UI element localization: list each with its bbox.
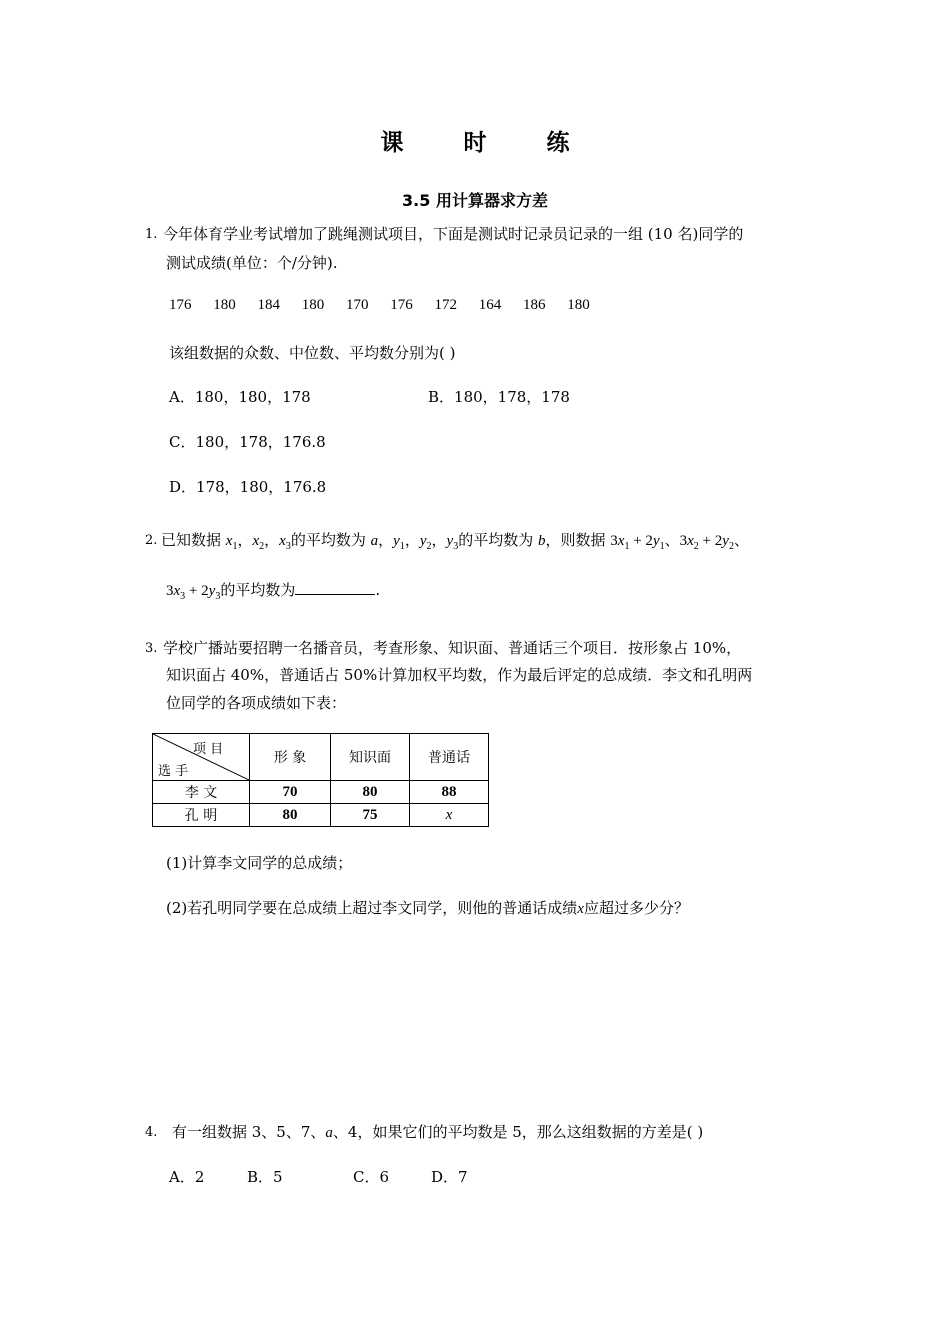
q1-data-value: 180 xyxy=(213,297,236,313)
q3-line3: 位同学的各项成绩如下表： xyxy=(166,694,347,712)
q4-option-a: A．2 xyxy=(169,1168,205,1186)
q3-number: 3. xyxy=(145,641,158,656)
comma: ， xyxy=(378,531,394,549)
table-row xyxy=(153,781,489,804)
sub-2: 2 xyxy=(259,541,265,552)
q2-text: 的平均数为 xyxy=(458,531,534,549)
sub-1: 1 xyxy=(624,541,630,552)
q1-data-value: 170 xyxy=(346,297,369,313)
q2-text: 的平均数为 xyxy=(290,531,366,549)
var-x: x xyxy=(173,583,181,599)
q3-line1: 学校广播站要招聘一名播音员，考查形象、知识面、普通话三个项目．按形象占 10%， xyxy=(163,639,742,657)
q1-number: 1. xyxy=(145,227,158,242)
header-mandarin: 普通话 xyxy=(410,734,489,781)
plus-2: + 2 xyxy=(629,533,653,549)
q1-data-value: 172 xyxy=(434,297,457,313)
comma: ， xyxy=(264,531,280,549)
cell-value: 75 xyxy=(331,804,410,827)
sub-3: 3 xyxy=(180,591,186,602)
q3-sub1: (1)计算李文同学的总成绩； xyxy=(166,854,353,872)
var-x: x xyxy=(687,533,694,549)
q3-sub2-text: (2)若孔明同学要在总成绩上超过李文同学，则他的普通话成绩 xyxy=(166,899,578,917)
sub-2: 2 xyxy=(728,541,734,552)
sub-1: 1 xyxy=(659,541,665,552)
separator: 、 xyxy=(733,531,749,549)
q1-data-value: 176 xyxy=(390,297,413,313)
sub-3: 3 xyxy=(215,591,221,602)
q1-data-value: 180 xyxy=(301,297,325,313)
var-y: y xyxy=(208,583,216,599)
q2-number: 2. xyxy=(145,533,158,548)
row-name: 李 文 xyxy=(153,781,250,804)
q1-data-value: 176 xyxy=(169,297,192,313)
page-title: 课 时 练 xyxy=(380,130,596,156)
q4-number: 4. xyxy=(145,1125,158,1140)
q2-line1 xyxy=(161,529,749,552)
q2-text: 已知数据 xyxy=(161,531,222,549)
sub-3: 3 xyxy=(453,541,459,552)
comma: ， xyxy=(431,531,447,549)
q2-text: ，则数据 xyxy=(545,531,606,549)
q4-text-part: 、4，如果它们的平均数是 5，那么这组数据的方差是( ) xyxy=(332,1123,704,1141)
sub-1: 1 xyxy=(399,541,405,552)
q1-option-a: A．180，180，178 xyxy=(169,388,311,406)
q2-text: 的平均数为 xyxy=(220,581,296,599)
coef-3: 3 xyxy=(679,533,688,549)
q3-sub2-text: 应超过多少分？ xyxy=(583,899,689,917)
sub-1: 1 xyxy=(232,541,238,552)
var-a: a xyxy=(370,533,379,549)
q3-sub2 xyxy=(166,897,689,918)
q1-option-d: D．178，180，176.8 xyxy=(169,478,327,496)
q1-data-value: 164 xyxy=(478,297,502,313)
q1-text-line2: 测试成绩(单位：个/分钟). xyxy=(166,254,338,272)
q1-data-value: 184 xyxy=(257,297,280,313)
q1-text-line1: 今年体育学业考试增加了跳绳测试项目，下面是测试时记录员记录的一组 (10 名)同学的 xyxy=(163,225,744,243)
period: . xyxy=(375,581,381,599)
var-b: b xyxy=(538,533,546,549)
table-row xyxy=(153,804,489,827)
q4-text-part: 有一组数据 3、5、7、 xyxy=(172,1123,326,1141)
row-name: 孔 明 xyxy=(153,804,250,827)
var-x: x xyxy=(617,533,625,549)
header-knowledge: 知识面 xyxy=(331,734,410,781)
header-appearance: 形 象 xyxy=(250,734,331,781)
cell-value: 88 xyxy=(410,781,489,804)
q1-option-b: B．180，178，178 xyxy=(428,388,570,406)
var-x: x xyxy=(577,901,584,917)
table-corner-cell xyxy=(153,734,250,781)
cell-value: 80 xyxy=(250,804,331,827)
q1-question: 该组数据的众数、中位数、平均数分别为( ) xyxy=(169,344,456,362)
q1-data-value: 186 xyxy=(523,297,546,313)
var-x: x xyxy=(225,533,233,549)
var-x: x xyxy=(252,533,260,549)
q4-option-b: B．5 xyxy=(247,1168,283,1186)
separator: 、 xyxy=(664,531,680,549)
coef-3: 3 xyxy=(166,583,174,599)
cell-value: 70 xyxy=(250,781,331,804)
q2-line2 xyxy=(166,579,380,602)
corner-top-label: 项 目 xyxy=(193,742,224,757)
sub-2: 2 xyxy=(693,541,699,552)
q4-option-d: D．7 xyxy=(431,1168,468,1186)
q1-option-c: C．180，178，176.8 xyxy=(169,433,326,451)
comma: ， xyxy=(404,531,420,549)
q1-data-value: 180 xyxy=(567,297,590,313)
plus-2: + 2 xyxy=(698,533,723,549)
q1-data-row xyxy=(169,297,590,314)
q3-line2: 知识面占 40%，普通话占 50%计算加权平均数，作为最后评定的总成绩．李文和孔明两 xyxy=(166,666,753,684)
score-table xyxy=(152,733,489,827)
corner-bottom-label: 选 手 xyxy=(158,764,189,779)
var-y: y xyxy=(393,533,400,549)
var-y: y xyxy=(446,533,454,549)
answer-blank xyxy=(295,580,375,595)
sub-2: 2 xyxy=(426,541,432,552)
cell-value: x xyxy=(410,804,489,827)
plus-2: + 2 xyxy=(185,583,209,599)
cell-value: 80 xyxy=(331,781,410,804)
var-y: y xyxy=(722,533,729,549)
q4-option-c: C．6 xyxy=(353,1168,390,1186)
var-x: x xyxy=(279,533,286,549)
var-y: y xyxy=(652,533,660,549)
coef-3: 3 xyxy=(610,533,618,549)
var-a: a xyxy=(325,1125,333,1141)
section-subtitle: 3.5 用计算器求方差 xyxy=(402,191,548,210)
comma: ， xyxy=(237,531,253,549)
sub-3: 3 xyxy=(285,541,291,552)
var-y: y xyxy=(419,533,427,549)
q4-text xyxy=(172,1121,703,1142)
